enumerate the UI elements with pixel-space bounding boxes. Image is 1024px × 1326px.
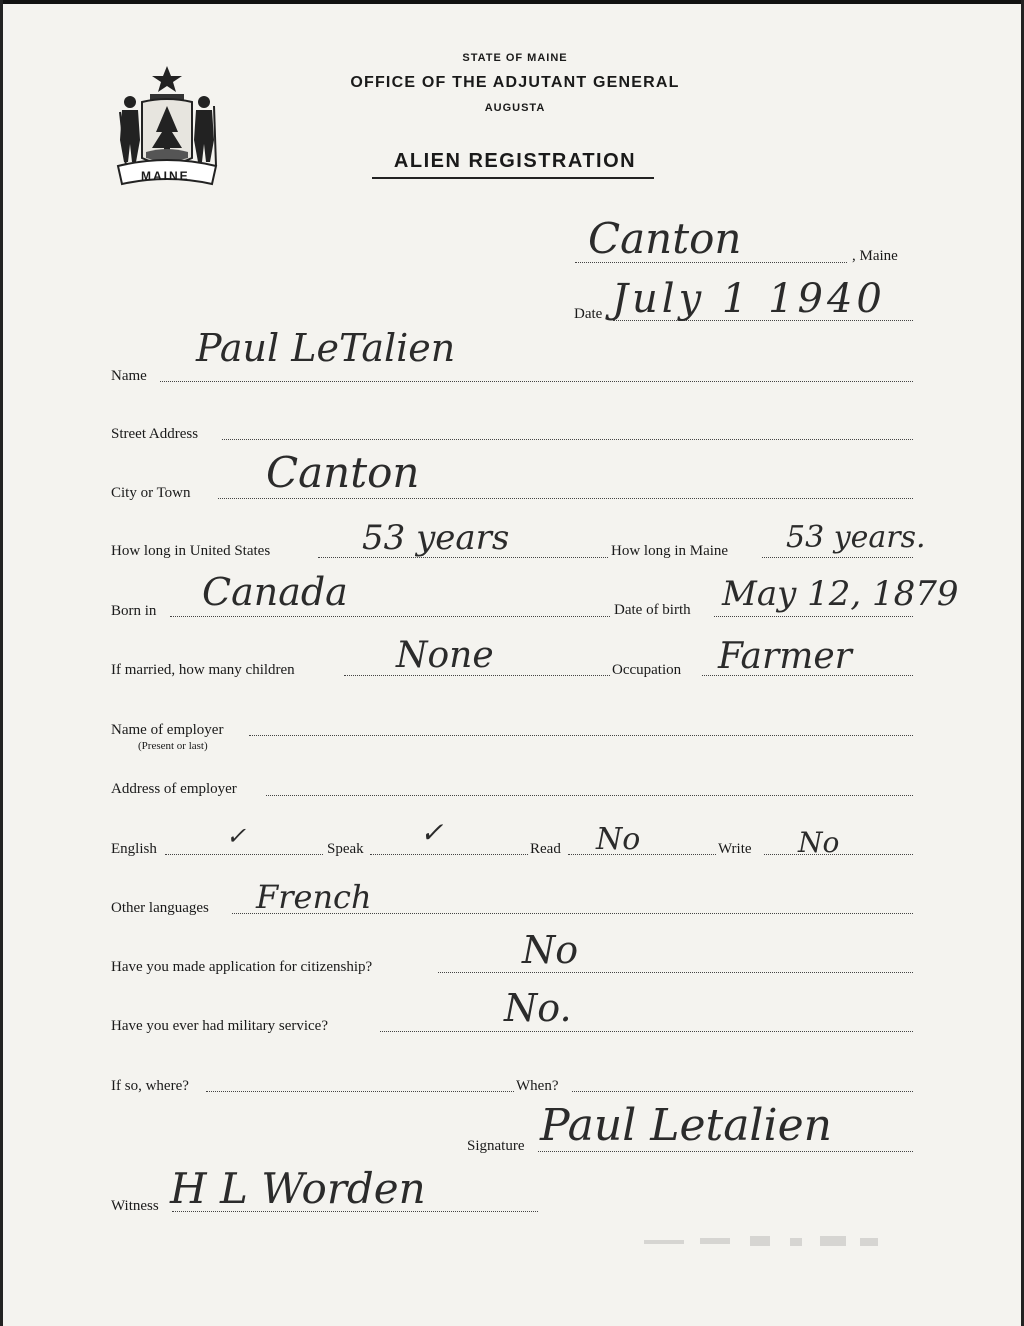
scan-edge-top	[0, 0, 1024, 4]
if-so-where-label: If so, where?	[111, 1078, 189, 1094]
witness-label: Witness	[111, 1198, 159, 1214]
witness-signature: H L Worden	[170, 1164, 426, 1213]
applicant-signature: Paul Letalien	[540, 1100, 832, 1151]
signature-label: Signature	[467, 1138, 525, 1154]
name-label: Name	[111, 368, 147, 384]
children-label: If married, how many children	[111, 662, 295, 678]
write-entry: No	[798, 826, 840, 859]
read-label: Read	[530, 841, 561, 857]
citizenship-line	[438, 972, 913, 973]
employer-label: Name of employer	[111, 722, 224, 738]
form-title: ALIEN REGISTRATION	[393, 150, 637, 172]
signature-line	[538, 1151, 913, 1152]
military-label: Have you ever had military service?	[111, 1018, 328, 1034]
header-office: OFFICE OF THE ADJUTANT GENERAL	[350, 74, 680, 91]
citizenship-label: Have you made application for citizenship?	[111, 959, 373, 975]
employer-address-label: Address of employer	[111, 781, 237, 797]
faint-stamp-mark	[640, 1230, 890, 1254]
employer-note: (Present or last)	[138, 740, 208, 752]
born-in-label: Born in	[111, 603, 157, 619]
header-city: AUGUSTA	[484, 102, 546, 114]
english-check: ✓	[226, 822, 247, 850]
how-long-maine-entry: 53 years.	[786, 520, 926, 555]
children-entry: None	[396, 635, 494, 676]
military-entry: No.	[504, 986, 572, 1030]
date-label: Date	[574, 306, 603, 322]
date-of-birth-label: Date of birth	[614, 602, 691, 618]
city-town-line	[218, 498, 913, 499]
occupation-entry: Farmer	[718, 636, 852, 677]
street-address-line	[222, 439, 913, 440]
city-town-label: City or Town	[111, 485, 191, 501]
english-line	[165, 854, 323, 855]
date-of-birth-line	[714, 616, 913, 617]
speak-check: ✓	[420, 816, 444, 849]
speak-line	[370, 854, 528, 855]
name-entry: Paul LeTalien	[196, 326, 456, 370]
military-line	[380, 1031, 913, 1032]
how-long-us-entry: 53 years	[362, 518, 510, 558]
if-so-where-line	[206, 1091, 514, 1092]
when-line	[572, 1091, 913, 1092]
how-long-us-label: How long in United States	[111, 543, 271, 559]
how-long-maine-label: How long in Maine	[611, 543, 729, 559]
born-in-entry: Canada	[202, 570, 348, 614]
other-languages-label: Other languages	[111, 900, 209, 916]
seal-banner-text: MAINE	[141, 169, 190, 183]
scan-edge-left	[0, 0, 3, 1326]
town-entry: Canton	[588, 214, 742, 263]
read-entry: No	[596, 822, 641, 857]
name-line	[160, 381, 913, 382]
header-state: STATE OF MAINE	[462, 52, 568, 64]
title-underline	[372, 177, 654, 179]
how-long-maine-line	[762, 557, 913, 558]
english-label: English	[111, 841, 157, 857]
speak-label: Speak	[327, 841, 364, 857]
born-in-line	[170, 616, 610, 617]
employer-line	[249, 735, 913, 736]
date-entry: July 1 1940	[612, 276, 886, 322]
city-town-entry: Canton	[266, 448, 420, 497]
when-label: When?	[516, 1078, 559, 1094]
occupation-label: Occupation	[612, 662, 682, 678]
maine-label: , Maine	[852, 248, 898, 264]
other-languages-entry: French	[256, 878, 372, 916]
read-line	[568, 854, 716, 855]
employer-address-line	[266, 795, 913, 796]
date-of-birth-entry: May 12, 1879	[722, 574, 959, 614]
write-label: Write	[718, 841, 752, 857]
citizenship-entry: No	[522, 928, 579, 972]
street-address-label: Street Address	[111, 426, 199, 442]
